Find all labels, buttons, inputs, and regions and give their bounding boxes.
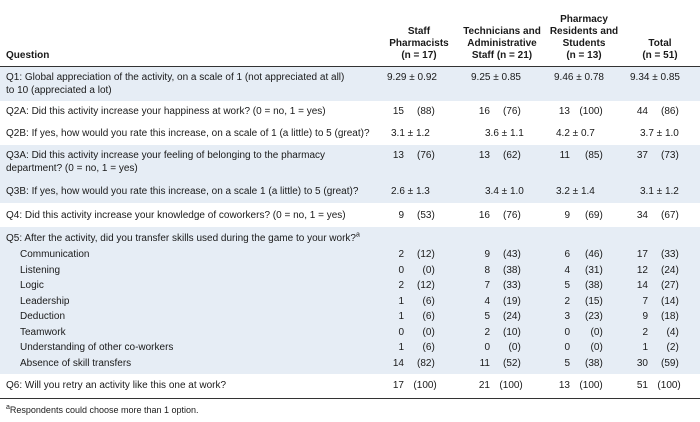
skill-label: Teamwork xyxy=(20,326,66,338)
cell: 16 (76) xyxy=(478,210,521,221)
footer-rule xyxy=(0,398,700,399)
cell: 4.2 ± 0.7 xyxy=(556,128,595,139)
table-row-q3a xyxy=(0,145,700,179)
cell: 2 (12) xyxy=(398,249,435,260)
skill-label: Leadership xyxy=(20,295,70,307)
cell: 13 (100) xyxy=(558,380,603,391)
skill-label: Logic xyxy=(20,280,44,291)
cell: 17 (100) xyxy=(392,380,437,391)
table-row-q2a xyxy=(0,101,700,123)
cell: 37 (73) xyxy=(636,150,679,161)
footnote: $^a$Respondents could choose more than 1 option. xyxy=(6,404,199,415)
cell: 2 (15) xyxy=(564,295,603,307)
table-header xyxy=(0,0,700,66)
header-residents-students: Pharmacy Residents and Students (n = 13) xyxy=(549,14,619,61)
cell: 51 (100) xyxy=(636,380,681,391)
row-label: Q2B: If yes, how would you rate this increase, on a scale of 1 (a little) to 5 (great)? xyxy=(6,128,370,139)
cell: 0 (0) xyxy=(398,264,435,276)
row-label: Q6: Will you retry an activity like this one at work? xyxy=(6,380,227,391)
table-row-q3b xyxy=(0,179,700,203)
cell: 2 (12) xyxy=(398,280,435,291)
cell: 15 (88) xyxy=(392,106,435,117)
skill-label: Deduction xyxy=(20,311,66,322)
cell: 0 (0) xyxy=(398,326,435,338)
cell: 3.4 ± 1.0 xyxy=(485,186,524,197)
skill-row xyxy=(0,295,700,308)
row-label: Q2A: Did this activity increase your happiness at work? (0 = no, 1 = yes) xyxy=(6,106,326,117)
cell: 44 (86) xyxy=(636,106,679,117)
row-label: Q4: Did this activity increase your knowledge of coworkers? (0 = no, 1 = yes) xyxy=(6,210,346,221)
cell: 2 (4) xyxy=(642,326,679,338)
cell: 7 (14) xyxy=(642,295,679,307)
row-label: Q1: Global appreciation of the activity, on a scale of 1 (not appreciated at all) to 10 (appreciated a lot) xyxy=(6,72,345,96)
cell: 3.1 ± 1.2 xyxy=(640,186,679,197)
skill-label: Understanding of other co-workers xyxy=(20,342,174,353)
table-row-q2b xyxy=(0,123,700,145)
cell: 16 (76) xyxy=(478,106,521,117)
cell: 3.1 ± 1.2 xyxy=(391,128,430,139)
header-total: Total (n = 51) xyxy=(642,38,678,61)
cell: 1 (6) xyxy=(398,311,435,322)
cell: 5 (38) xyxy=(564,280,603,291)
header-staff-pharmacists: Staff Pharmacists (n = 17) xyxy=(389,26,449,61)
table-row-q6 xyxy=(0,374,700,398)
cell: 9.25 ± 0.85 xyxy=(471,72,521,83)
cell: 3.2 ± 1.4 xyxy=(556,186,595,197)
cell: 3 (23) xyxy=(564,311,603,322)
cell: 13 (100) xyxy=(558,106,603,117)
header-technicians: Technicians and Administrative Staff (n = 21) xyxy=(463,26,541,61)
skill-label: Listening xyxy=(20,264,61,276)
cell: 2.6 ± 1.3 xyxy=(391,186,430,197)
cell: 5 (38) xyxy=(564,357,603,369)
cell: 1 (6) xyxy=(398,295,435,307)
cell: 2 (10) xyxy=(484,326,521,338)
cell: 9.46 ± 0.78 xyxy=(554,72,604,83)
cell: 9 (53) xyxy=(398,210,435,221)
row-label: Q3B: If yes, how would you rate this increase, on a scale 1 (a little) to 5 (great)? xyxy=(6,186,359,197)
cell: 30 (59) xyxy=(636,357,679,369)
row-label: Q5: After the activity, did you transfer skills used during the game to your work?$^a$ xyxy=(6,231,360,244)
table-row-q1 xyxy=(0,67,700,101)
skill-row xyxy=(0,310,700,323)
cell: 4 (19) xyxy=(484,295,521,307)
cell: 6 (46) xyxy=(564,249,603,260)
cell: 21 (100) xyxy=(478,380,523,391)
cell: 11 (85) xyxy=(559,150,603,161)
cell: 14 (27) xyxy=(636,280,679,291)
header-question: Question xyxy=(6,50,50,61)
cell: 4 (31) xyxy=(564,264,603,276)
row-label: Q3A: Did this activity increase your feeling of belonging to the pharmacy department? (0 = no, 1 = yes) xyxy=(6,150,326,174)
skill-label: Absence of skill transfers xyxy=(20,357,132,369)
skill-row xyxy=(0,248,700,261)
skill-row xyxy=(0,326,700,339)
cell: 5 (24) xyxy=(484,311,521,322)
cell: 9 (43) xyxy=(484,249,521,260)
cell: 9.34 ± 0.85 xyxy=(630,72,680,83)
skill-row xyxy=(0,279,700,292)
cell: 34 (67) xyxy=(636,210,679,221)
cell: 12 (24) xyxy=(636,264,679,276)
cell: 13 (76) xyxy=(392,150,435,161)
cell: 3.6 ± 1.1 xyxy=(485,128,524,139)
cell: 8 (38) xyxy=(484,264,521,276)
cell: 14 (82) xyxy=(392,357,435,369)
table-row-q4 xyxy=(0,203,700,227)
cell: 11 (52) xyxy=(479,357,521,369)
cell: 7 (33) xyxy=(484,280,521,291)
cell: 9 (69) xyxy=(564,210,603,221)
cell: 9 (18) xyxy=(642,311,679,322)
cell: 1 (6) xyxy=(398,342,435,353)
cell: 0 (0) xyxy=(564,326,603,338)
cell: 9.29 ± 0.92 xyxy=(387,72,437,83)
cell: 1 (2) xyxy=(642,342,679,353)
skill-row xyxy=(0,341,700,354)
table-row-q5 xyxy=(0,227,700,374)
cell: 3.7 ± 1.0 xyxy=(640,128,679,139)
cell: 0 (0) xyxy=(564,342,603,353)
cell: 17 (33) xyxy=(636,249,679,260)
cell: 0 (0) xyxy=(484,342,521,353)
cell: 13 (62) xyxy=(478,150,521,161)
skill-label: Communication xyxy=(20,249,90,260)
skill-row xyxy=(0,357,700,370)
skill-row xyxy=(0,264,700,277)
